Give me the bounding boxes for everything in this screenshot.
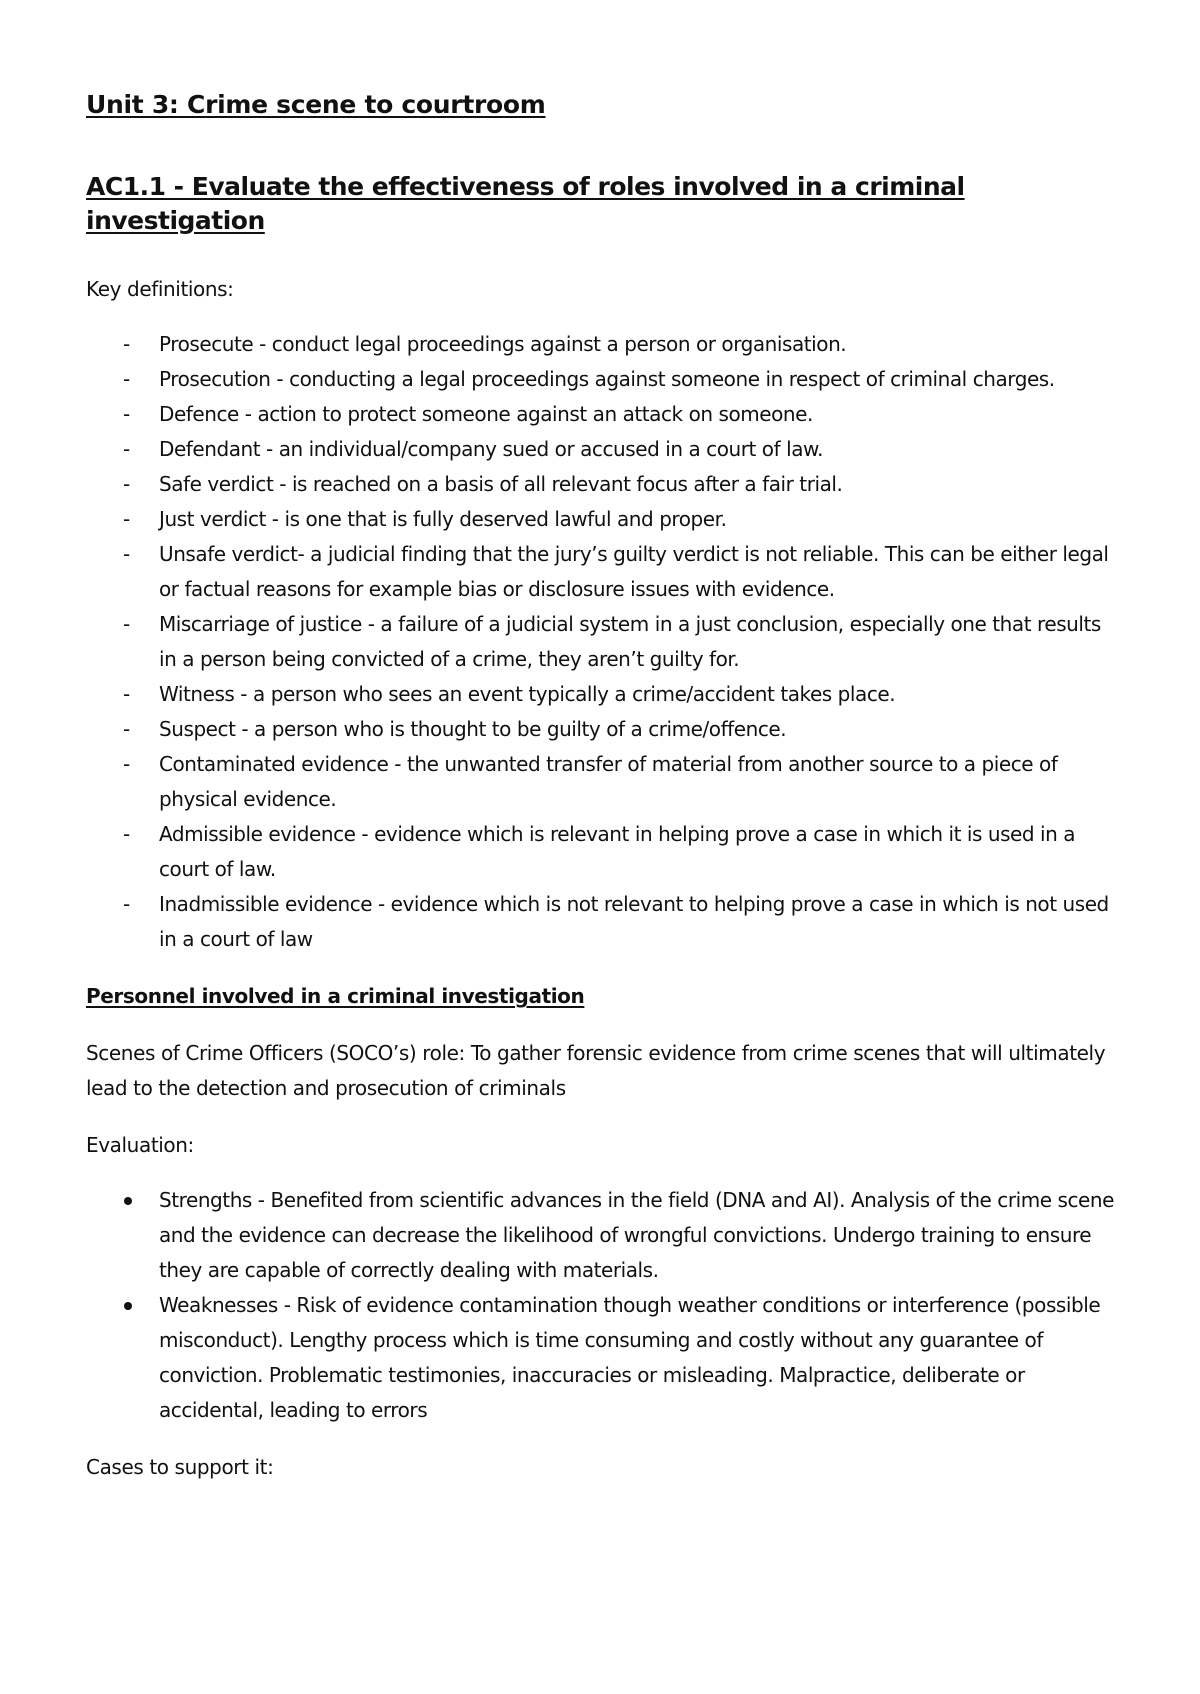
definition-text: Suspect - a person who is thought to be guilty of a crime/offence. [159, 717, 787, 741]
definitions-list [86, 327, 1120, 957]
dash-marker: - [123, 507, 130, 531]
soco-role-paragraph: Scenes of Crime Officers (SOCO’s) role: To gather forensic evidence from crime scenes that will ultimately lead to the detection and prosecution of criminals [86, 1041, 1106, 1100]
dash-marker: - [123, 472, 130, 496]
definition-text: Witness - a person who sees an event typically a crime/accident takes place. [159, 682, 896, 706]
list-item [86, 1288, 1120, 1428]
bullet-icon [124, 1197, 132, 1205]
evaluation-label: Evaluation: [86, 1133, 194, 1157]
definition-text: Defence - action to protect someone against an attack on someone. [159, 402, 813, 426]
definition-text: Just verdict - is one that is fully deserved lawful and proper. [159, 507, 727, 531]
definition-text: Miscarriage of justice - a failure of a judicial system in a just conclusion, especially one that results in a person being convicted of a crime, they aren’t guilty for. [159, 612, 1101, 671]
dash-marker: - [123, 437, 130, 461]
list-item [86, 397, 1120, 432]
evaluation-list [86, 1183, 1120, 1428]
list-item [86, 362, 1120, 397]
cases-label: Cases to support it: [86, 1455, 274, 1479]
list-item [86, 502, 1120, 537]
list-item [86, 327, 1120, 362]
list-item [86, 747, 1120, 817]
list-item [86, 467, 1120, 502]
definition-text: Admissible evidence - evidence which is relevant in helping prove a case in which it is used in a court of law. [159, 822, 1076, 881]
list-item [86, 537, 1120, 607]
list-item [86, 887, 1120, 957]
dash-marker: - [123, 367, 130, 391]
list-item [86, 712, 1120, 747]
dash-marker: - [123, 682, 130, 706]
document-title: Unit 3: Crime scene to courtroom [86, 90, 546, 119]
bullet-icon [124, 1302, 132, 1310]
evaluation-text: Weaknesses - Risk of evidence contamination though weather conditions or interference (possible misconduct). Lengthy process which is time consuming and costly without any guarantee of conviction. Problematic testimonies, inaccuracies or misleading. Malpractice, deliberate or accidental, leading to errors [159, 1293, 1101, 1422]
definition-text: Inadmissible evidence - evidence which is not relevant to helping prove a case in which is not used in a court of law [159, 892, 1109, 951]
dash-marker: - [123, 752, 130, 776]
definition-text: Unsafe verdict- a judicial finding that the jury’s guilty verdict is not reliable. This can be either legal or factual reasons for example bias or disclosure issues with evidence. [159, 542, 1109, 601]
dash-marker: - [123, 612, 130, 636]
dash-marker: - [123, 892, 130, 916]
list-item [86, 677, 1120, 712]
list-item [86, 607, 1120, 677]
definition-text: Defendant - an individual/company sued or accused in a court of law. [159, 437, 823, 461]
dash-marker: - [123, 402, 130, 426]
definition-text: Safe verdict - is reached on a basis of all relevant focus after a fair trial. [159, 472, 843, 496]
dash-marker: - [123, 717, 130, 741]
dash-marker: - [123, 332, 130, 356]
key-definitions-label: Key definitions: [86, 277, 234, 301]
document-subtitle: AC1.1 - Evaluate the effectiveness of roles involved in a criminal investigation [86, 172, 965, 235]
definition-text: Prosecution - conducting a legal proceedings against someone in respect of criminal charges. [159, 367, 1055, 391]
dash-marker: - [123, 822, 130, 846]
definition-text: Prosecute - conduct legal proceedings against a person or organisation. [159, 332, 847, 356]
list-item [86, 432, 1120, 467]
definition-text: Contaminated evidence - the unwanted transfer of material from another source to a piece of physical evidence. [159, 752, 1058, 811]
personnel-heading: Personnel involved in a criminal investigation [86, 984, 585, 1008]
list-item [86, 817, 1120, 887]
dash-marker: - [123, 542, 130, 566]
evaluation-text: Strengths - Benefited from scientific advances in the field (DNA and AI). Analysis of the crime scene and the evidence can decrease the likelihood of wrongful convictions. Undergo training to ensure they are capable of correctly dealing with materials. [159, 1188, 1114, 1282]
list-item [86, 1183, 1120, 1288]
